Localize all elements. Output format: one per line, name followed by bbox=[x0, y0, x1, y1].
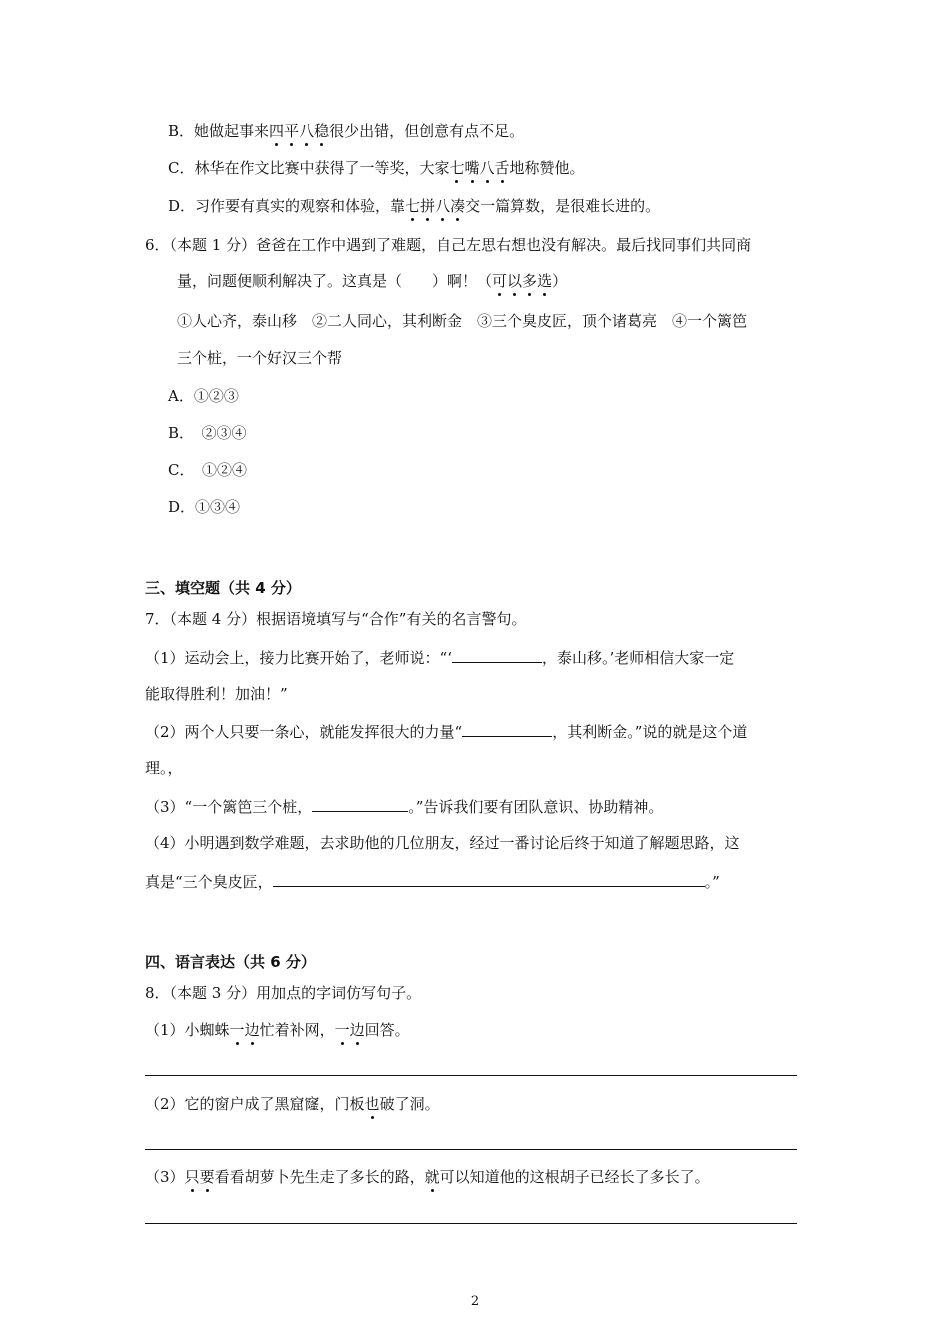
q7-sub2-line2: 理。， bbox=[145, 759, 183, 777]
q8-sub3: （3）只要看看胡萝卜先生走了多长的路，就可以知道他的这根胡子已经长了多长了。 bbox=[145, 1168, 710, 1186]
page-number: 2 bbox=[470, 1294, 480, 1309]
q6-option-d: D．①③④ bbox=[168, 498, 241, 516]
q7-blank-2[interactable] bbox=[462, 721, 552, 737]
q7-sub3: （3）“一个篱笆三个桩， 。”告诉我们要有团队意识、协助精神。 bbox=[145, 798, 664, 816]
q8-stem: 8．（本题 3 分）用加点的字词仿写句子。 bbox=[145, 984, 422, 1002]
q5-option-d: D．习作要有真实的观察和体验，靠七拼八凑交一篇算数，是很难长进的。 bbox=[168, 197, 661, 215]
q8-answer-line-2[interactable] bbox=[145, 1149, 797, 1150]
q7-sub4-line2: 真是“三个臭皮匠， 。” bbox=[145, 873, 720, 891]
q5-option-b: B．她做起事来四平八稳很少出错，但创意有点不足。 bbox=[168, 122, 525, 140]
q7-stem: 7．（本题 4 分）根据语境填写与“合作”有关的名言警句。 bbox=[145, 610, 527, 628]
q8-sub1: （1）小蜘蛛一边忙着补网，一边回答。 bbox=[145, 1021, 410, 1039]
q8-answer-line-1[interactable] bbox=[145, 1075, 797, 1076]
q6-items-line2: 三个桩，一个好汉三个帮 bbox=[177, 349, 343, 367]
q7-blank-1[interactable] bbox=[452, 647, 542, 663]
q6-option-a: A．①②③ bbox=[168, 387, 239, 405]
q7-blank-4[interactable] bbox=[273, 871, 705, 887]
q6-items-line1: ①人心齐，泰山移 ②二人同心，其利断金 ③三个臭皮匠，顶个诸葛亮 ④一个篱笆 bbox=[177, 312, 748, 330]
q7-sub1-line2: 能取得胜利！加油！” bbox=[145, 685, 288, 703]
q5-option-c: C．林华在作文比赛中获得了一等奖，大家七嘴八舌地称赞他。 bbox=[168, 159, 585, 177]
q8-sub2: （2）它的窗户成了黑窟窿，门板也破了洞。 bbox=[145, 1095, 440, 1113]
q8-answer-line-3[interactable] bbox=[145, 1223, 797, 1224]
section-3-heading: 三、填空题（共 4 分） bbox=[145, 579, 301, 597]
q7-blank-3[interactable] bbox=[312, 796, 408, 812]
q6-stem-line2: 量，问题便顺利解决了。这真是（ ）啊！（可以多选） bbox=[177, 272, 568, 290]
q6-stem-line1: 6．（本题 1 分）爸爸在工作中遇到了难题，自己左思右想也没有解决。最后找同事们共同商 bbox=[145, 236, 752, 254]
q6-option-b: B． ②③④ bbox=[168, 424, 247, 442]
q7-sub1: （1）运动会上，接力比赛开始了，老师说：“‘ ，泰山移。’老师相信大家一定 bbox=[145, 649, 735, 667]
q6-option-c: C． ①②④ bbox=[168, 461, 247, 479]
section-4-heading: 四、语言表达（共 6 分） bbox=[145, 953, 316, 971]
q7-sub2: （2）两个人只要一条心，就能发挥很大的力量“ ，其利断金。”说的就是这个道 bbox=[145, 723, 748, 741]
q7-sub4-line1: （4）小明遇到数学难题，去求助他的几位朋友，经过一番讨论后终于知道了解题思路，这 bbox=[145, 834, 740, 852]
